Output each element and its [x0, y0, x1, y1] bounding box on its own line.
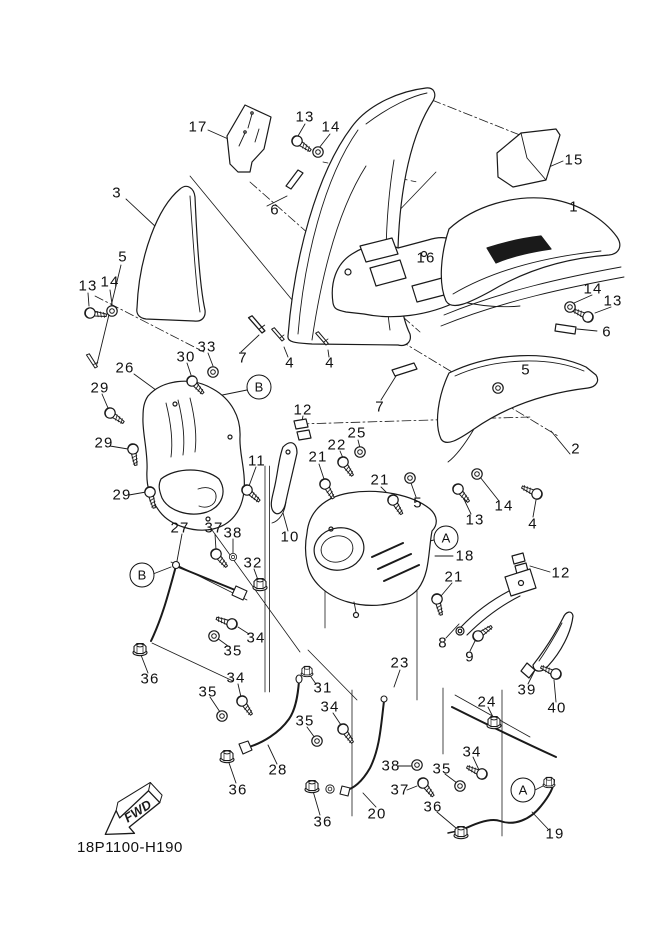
pod-26	[143, 381, 244, 530]
part-label-1: 1	[569, 198, 579, 216]
part-label-25: 25	[347, 424, 367, 442]
part-label-18: 18	[455, 547, 475, 565]
fwd-arrow	[94, 780, 171, 847]
part-label-10: 10	[280, 528, 300, 546]
part-label-3: 3	[112, 184, 122, 202]
part-label-21: 21	[370, 471, 390, 489]
part-label-5: 5	[118, 248, 128, 266]
panel-15	[497, 129, 560, 187]
part-label-21: 21	[444, 568, 464, 586]
part-label-21: 21	[308, 448, 328, 466]
part-label-13: 13	[78, 277, 98, 295]
part-label-8: 8	[438, 634, 448, 652]
part-label-36: 36	[423, 798, 443, 816]
part-label-33: 33	[197, 338, 217, 356]
part-label-37: 37	[204, 519, 224, 537]
part-label-27: 27	[170, 519, 190, 537]
part-label-9: 9	[465, 648, 475, 666]
part-label-36: 36	[313, 813, 333, 831]
panel-3	[137, 186, 205, 321]
part-label-39: 39	[517, 681, 537, 699]
part-label-36: 36	[228, 781, 248, 799]
part-label-6: 6	[602, 323, 612, 341]
part-label-26: 26	[115, 359, 135, 377]
part-label-7: 7	[375, 398, 385, 416]
ref-marker-A: A	[434, 526, 459, 551]
ref-marker-B: B	[247, 375, 272, 400]
part-label-29: 29	[94, 434, 114, 452]
part-label-36: 36	[140, 670, 160, 688]
part-label-13: 13	[603, 292, 623, 310]
part-label-40: 40	[547, 699, 567, 717]
part-label-4: 4	[285, 354, 295, 372]
part-label-34: 34	[462, 743, 482, 761]
part-label-20: 20	[367, 805, 387, 823]
part-label-38: 38	[381, 757, 401, 775]
part-label-4: 4	[325, 354, 335, 372]
part-label-5: 5	[413, 494, 423, 512]
bracket-8	[456, 569, 536, 635]
part-label-28: 28	[268, 761, 288, 779]
part-label-23: 23	[390, 654, 410, 672]
part-label-11: 11	[248, 452, 266, 470]
part-label-34: 34	[320, 698, 340, 716]
part-label-2: 2	[571, 440, 581, 458]
part-label-32: 32	[243, 554, 263, 572]
part-label-22: 22	[327, 436, 347, 454]
part-label-34: 34	[226, 669, 246, 687]
part-label-15: 15	[564, 151, 584, 169]
part-label-4: 4	[528, 515, 538, 533]
ref-marker-B: B	[130, 563, 155, 588]
part-label-29: 29	[112, 486, 132, 504]
part-label-30: 30	[176, 348, 196, 366]
part-label-17: 17	[188, 118, 208, 136]
part-label-35: 35	[432, 760, 452, 778]
part-label-14: 14	[494, 497, 514, 515]
part-label-13: 13	[465, 511, 485, 529]
part-label-12: 12	[293, 401, 313, 419]
part-label-6: 6	[270, 201, 280, 219]
part-label-13: 13	[295, 108, 315, 126]
part-label-16: 16	[416, 249, 436, 267]
part-label-29: 29	[90, 379, 110, 397]
part-label-31: 31	[313, 679, 333, 697]
part-label-7: 7	[238, 349, 248, 367]
panel-17	[227, 105, 271, 172]
part-label-14: 14	[100, 273, 120, 291]
part-label-34: 34	[246, 629, 266, 647]
part-label-19: 19	[545, 825, 565, 843]
diagram-code: 18P1100-H190	[77, 839, 183, 856]
part-label-35: 35	[198, 683, 218, 701]
fender-1	[441, 198, 624, 326]
part-label-35: 35	[223, 642, 243, 660]
fwd-label: FWD	[121, 796, 155, 826]
part-label-35: 35	[295, 712, 315, 730]
part-label-14: 14	[583, 280, 603, 298]
ref-marker-A: A	[511, 778, 536, 803]
part-label-38: 38	[223, 524, 243, 542]
clip-12-left	[294, 419, 311, 440]
part-label-37: 37	[390, 781, 410, 799]
part-label-24: 24	[477, 693, 497, 711]
part-label-5: 5	[521, 361, 531, 379]
bracket-10	[271, 443, 297, 523]
part-label-12: 12	[551, 564, 571, 582]
part-label-14: 14	[321, 118, 341, 136]
